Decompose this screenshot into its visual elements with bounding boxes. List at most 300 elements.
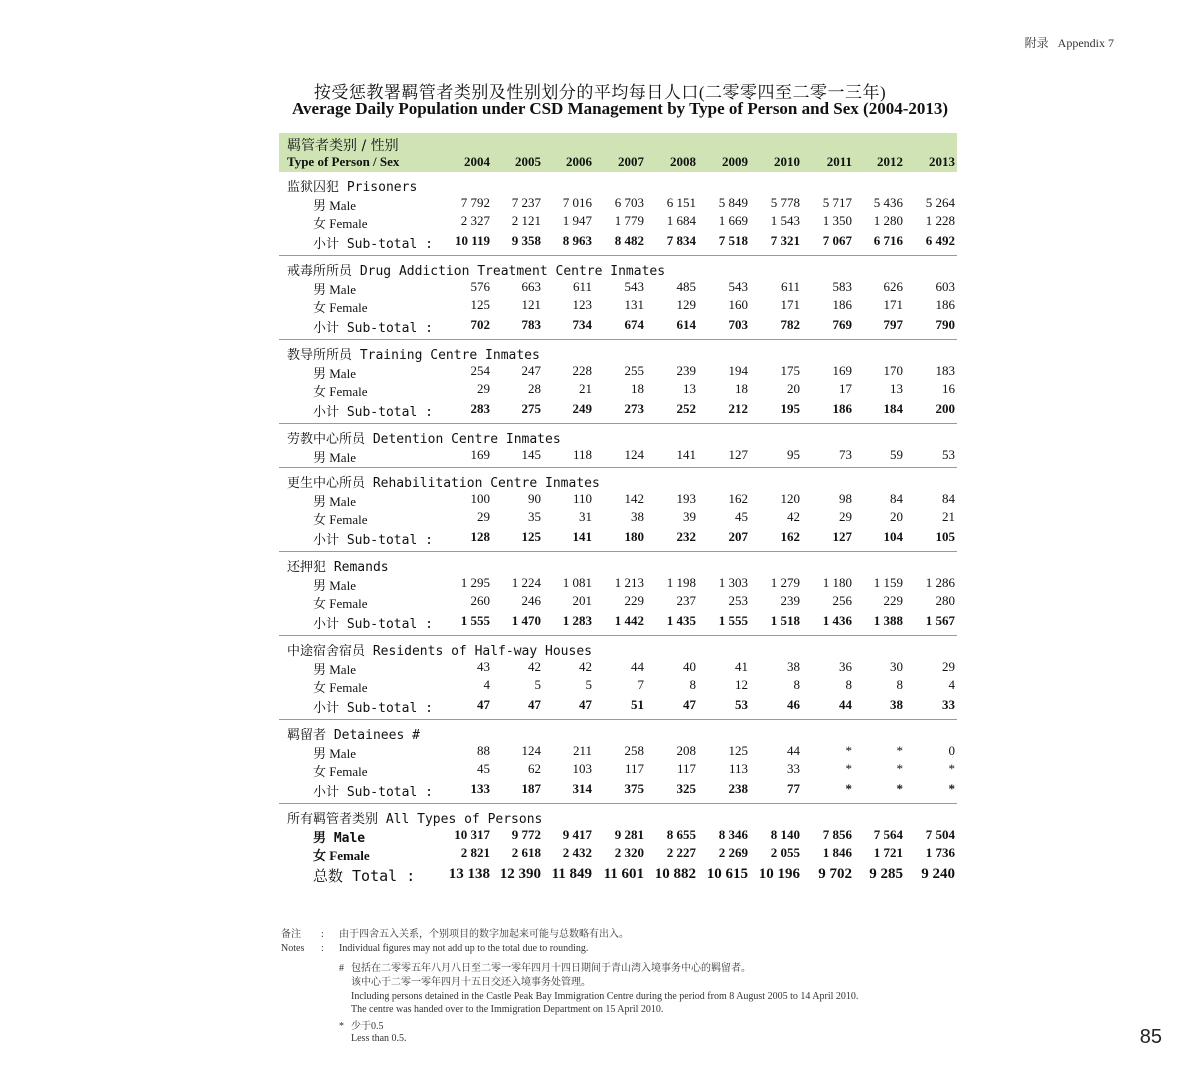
table-row-label: 男 Male	[313, 450, 356, 465]
table-cell: 9 702	[818, 866, 852, 882]
table-cell: 73	[839, 447, 852, 462]
section-title	[279, 468, 957, 490]
table-row	[279, 278, 957, 296]
table-cell: 35	[528, 509, 541, 524]
table-cell: 674	[624, 317, 644, 332]
section-title-text: 中途宿舍宿员 Residents of Half-way Houses	[287, 644, 592, 659]
section-title	[279, 636, 957, 658]
table-row-label: 女 Female	[313, 300, 368, 315]
year-header: 2010	[774, 154, 800, 169]
table-cell: 162	[728, 491, 748, 506]
table-cell: 7 834	[666, 233, 696, 248]
table-cell: 11 601	[603, 866, 644, 882]
table-cell: 208	[676, 743, 696, 758]
year-header: 2012	[877, 154, 903, 169]
table-cell: 5	[534, 677, 541, 692]
table-cell: *	[845, 743, 852, 758]
table-cell: 117	[624, 761, 644, 776]
section-title	[279, 340, 957, 362]
grand-female-row	[279, 844, 957, 862]
table-cell: 2 327	[460, 213, 490, 228]
table-cell: 16	[942, 381, 955, 396]
table-cell: 39	[683, 509, 696, 524]
table-cell: 1 567	[925, 613, 955, 628]
table-cell: 797	[883, 317, 903, 332]
table-cell: 375	[624, 781, 644, 796]
subtotal-row	[279, 694, 957, 716]
subtotal-row	[279, 778, 957, 800]
table-cell: 124	[624, 447, 644, 462]
table-cell: 51	[631, 697, 644, 712]
table-cell: 1 303	[718, 575, 748, 590]
table-cell: 283	[470, 401, 490, 416]
category-section	[279, 172, 957, 256]
table-cell: 45	[477, 761, 490, 776]
table-cell: 232	[676, 529, 696, 544]
subtotal-row-label: 小计 Sub-total :	[313, 785, 433, 800]
table-cell: 44	[787, 743, 800, 758]
table-cell: *	[896, 761, 903, 776]
table-cell: 44	[839, 697, 852, 712]
table-cell: 1 286	[925, 575, 955, 590]
table-cell: 207	[728, 529, 748, 544]
table-cell: *	[845, 761, 852, 776]
table-cell: 4	[483, 677, 490, 692]
table-cell: 53	[942, 447, 955, 462]
table-row-label: 女 Female	[313, 680, 368, 695]
table-row-label: 女 Female	[313, 216, 368, 231]
table-cell: 7 856	[822, 827, 852, 842]
table-row	[279, 296, 957, 314]
table-cell: 1 555	[718, 613, 748, 628]
table-cell: 255	[624, 363, 644, 378]
year-header: 2007	[618, 154, 644, 169]
year-header: 2006	[566, 154, 592, 169]
table-cell: 9 240	[921, 866, 955, 882]
table-cell: 239	[780, 593, 800, 608]
table-row	[279, 194, 957, 212]
table-cell: 1 543	[770, 213, 800, 228]
table-cell: 611	[572, 279, 592, 294]
table-cell: 10 119	[454, 233, 490, 248]
table-row-label: 男 Male	[313, 282, 356, 297]
table-cell: 1 555	[460, 613, 490, 628]
table-cell: 7 067	[822, 233, 852, 248]
table-cell: 5 849	[718, 195, 748, 210]
subtotal-row-label: 小计 Sub-total :	[313, 701, 433, 716]
table-cell: 162	[780, 529, 800, 544]
table-cell: 0	[948, 743, 955, 758]
subtotal-row-label: 小计 Sub-total :	[313, 405, 433, 420]
table-cell: 1 721	[873, 845, 903, 860]
table-cell: 171	[883, 297, 903, 312]
section-title	[279, 424, 957, 446]
year-header: 2005	[515, 154, 541, 169]
table-cell: 186	[832, 297, 852, 312]
table-cell: 43	[477, 659, 490, 674]
table-cell: 258	[624, 743, 644, 758]
table-cell: 29	[477, 381, 490, 396]
table-cell: 133	[470, 781, 490, 796]
table-row-label: 女 Female	[313, 512, 368, 527]
table-cell: 30	[890, 659, 903, 674]
table-cell: 734	[572, 317, 592, 332]
table-cell: 59	[890, 447, 903, 462]
table-cell: 33	[942, 697, 955, 712]
year-header: 2008	[670, 154, 696, 169]
table-cell: 10 317	[454, 827, 490, 842]
table-cell: 18	[735, 381, 748, 396]
section-title-text: 监狱囚犯 Prisoners	[287, 180, 418, 195]
table-cell: 8 140	[770, 827, 800, 842]
table-cell: 237	[676, 593, 696, 608]
table-cell: 2 618	[511, 845, 541, 860]
table-cell: 128	[470, 529, 490, 544]
table-cell: 769	[832, 317, 852, 332]
table-cell: 9 285	[869, 866, 903, 882]
table-cell: 8 963	[562, 233, 592, 248]
page-header	[1025, 34, 1114, 51]
table-cell: 583	[832, 279, 852, 294]
table-cell: 28	[528, 381, 541, 396]
table-cell: 44	[631, 659, 644, 674]
table-cell: 790	[935, 317, 955, 332]
table-cell: 6 716	[873, 233, 903, 248]
table-cell: 195	[780, 401, 800, 416]
table-cell: 1 736	[925, 845, 955, 860]
table-cell: 141	[572, 529, 592, 544]
subtotal-row	[279, 230, 957, 252]
table-cell: 1 283	[562, 613, 592, 628]
table-cell: 200	[935, 401, 955, 416]
table-cell: 95	[787, 447, 800, 462]
table-cell: 42	[787, 509, 800, 524]
section-title-text: 更生中心所员 Rehabilitation Centre Inmates	[287, 476, 600, 491]
category-section	[279, 340, 957, 424]
table-cell: 2 432	[562, 845, 592, 860]
table-cell: 84	[890, 491, 903, 506]
table-cell: 46	[787, 697, 800, 712]
table-cell: 124	[521, 743, 541, 758]
note-rounding-en: Individual figures may not add up to the total due to rounding.	[339, 943, 589, 954]
table-cell: 1 436	[822, 613, 852, 628]
title-english: Average Daily Population under CSD Management by Type of Person and Sex (2004-2013)	[291, 99, 949, 118]
table-cell: 8 655	[666, 827, 696, 842]
appendix-label-zh: 附录	[1024, 36, 1049, 50]
table-cell: 100	[470, 491, 490, 506]
table-row	[279, 592, 957, 610]
table-row	[279, 362, 957, 380]
table-row	[279, 212, 957, 230]
table-cell: 8	[845, 677, 852, 692]
subtotal-row-label: 小计 Sub-total :	[313, 533, 433, 548]
table-cell: 11 849	[551, 866, 592, 882]
table-cell: 53	[735, 697, 748, 712]
table-row	[279, 446, 957, 464]
table-cell: 31	[579, 509, 592, 524]
table-cell: 7 237	[511, 195, 541, 210]
table-cell: 5 717	[822, 195, 852, 210]
table-cell: 7 321	[770, 233, 800, 248]
table-cell: 247	[521, 363, 541, 378]
note-hash-en-1: Including persons detained in the Castle Peak Bay Immigration Centre during the period from 8 August 2005 to 14 April 2010.	[351, 991, 859, 1002]
table-cell: 10 882	[654, 866, 696, 882]
table-cell: 12 390	[499, 866, 541, 882]
table-cell: 702	[470, 317, 490, 332]
table-row	[279, 760, 957, 778]
table-cell: *	[896, 743, 903, 758]
table-cell: 38	[890, 697, 903, 712]
table-row-label: 男 Male	[313, 494, 356, 509]
table-cell: 21	[579, 381, 592, 396]
table-cell: 170	[883, 363, 903, 378]
table-cell: 186	[935, 297, 955, 312]
table-cell: *	[948, 781, 955, 796]
table-cell: 228	[572, 363, 592, 378]
table-cell: 1 159	[873, 575, 903, 590]
table-cell: 1 213	[614, 575, 644, 590]
hash-mark: #	[339, 963, 344, 974]
table-cell: 1 295	[460, 575, 490, 590]
section-title	[279, 720, 957, 742]
table-cell: 84	[942, 491, 955, 506]
table-cell: 175	[780, 363, 800, 378]
table-cell: 12	[735, 677, 748, 692]
table-cell: 184	[883, 401, 903, 416]
table-cell: 145	[521, 447, 541, 462]
page-number: 85	[1139, 1026, 1162, 1048]
table-cell: 183	[935, 363, 955, 378]
table-cell: 5	[585, 677, 592, 692]
note-rounding-zh: 由于四舍五入关系，个别项目的数字加起来可能与总数略有出入。	[339, 929, 629, 940]
table-cell: 7 564	[873, 827, 903, 842]
table-row	[279, 380, 957, 398]
table-cell: 2 055	[770, 845, 800, 860]
subtotal-row-label: 小计 Sub-total :	[313, 237, 433, 252]
table-cell: 104	[883, 529, 903, 544]
table-cell: 8 482	[614, 233, 644, 248]
grand-male-row	[279, 826, 957, 844]
table-row-label: 女 Female	[313, 764, 368, 779]
table-row-label: 女 Female	[313, 596, 368, 611]
subtotal-row	[279, 610, 957, 632]
subtotal-row-label: 小计 Sub-total :	[313, 321, 433, 336]
table-cell: 1 669	[718, 213, 748, 228]
table-row	[279, 742, 957, 760]
subtotal-row	[279, 526, 957, 548]
table-cell: 131	[624, 297, 644, 312]
table-cell: 7	[637, 677, 644, 692]
table-cell: 8	[689, 677, 696, 692]
table-cell: 127	[728, 447, 748, 462]
table-cell: 103	[572, 761, 592, 776]
table-cell: 41	[735, 659, 748, 674]
table-row-label: 男 Male	[313, 198, 356, 213]
table-cell: 20	[787, 381, 800, 396]
star-mark: *	[339, 1021, 344, 1032]
table-cell: 42	[579, 659, 592, 674]
table-cell: 118	[572, 447, 592, 462]
section-title-text: 戒毒所所员 Drug Addiction Treatment Centre Inmates	[287, 264, 666, 279]
grand-total-row	[279, 862, 957, 888]
category-section	[279, 720, 957, 804]
table-cell: 5 436	[873, 195, 903, 210]
table-cell: 10 615	[706, 866, 748, 882]
table-cell: 246	[521, 593, 541, 608]
table-cell: 2 227	[666, 845, 696, 860]
subtotal-row	[279, 398, 957, 420]
table-row	[279, 658, 957, 676]
table-cell: 4	[948, 677, 955, 692]
table-row-label: 男 Male	[313, 578, 356, 593]
table-row-label: 女 Female	[313, 384, 368, 399]
table-cell: 5 264	[925, 195, 955, 210]
title-chinese: 按受惩教署羁管者类别及性别划分的平均每日人口(二零零四至二零一三年)	[313, 83, 887, 102]
table-row-label: 男 Male	[313, 366, 356, 381]
table-cell: 782	[780, 317, 800, 332]
table-cell: 543	[624, 279, 644, 294]
table-cell: 127	[832, 529, 852, 544]
table-row-label: 男 Male	[313, 746, 356, 761]
table-cell: 6 492	[925, 233, 955, 248]
table-cell: 614	[676, 317, 696, 332]
table-cell: 2 821	[460, 845, 490, 860]
table-cell: 256	[832, 593, 852, 608]
section-title	[279, 804, 957, 826]
section-title	[279, 552, 957, 574]
year-header: 2013	[929, 154, 955, 169]
table-cell: 703	[728, 317, 748, 332]
table-cell: 239	[676, 363, 696, 378]
table-cell: 47	[528, 697, 541, 712]
table-cell: 249	[572, 401, 592, 416]
subtotal-row	[279, 314, 957, 336]
table-cell: 5 778	[770, 195, 800, 210]
table-cell: 142	[624, 491, 644, 506]
grand-female-row-label: 女 Female	[313, 848, 370, 863]
table-cell: 105	[935, 529, 955, 544]
table-cell: 1 442	[614, 613, 644, 628]
table-cell: 1 388	[873, 613, 903, 628]
table-cell: 98	[839, 491, 852, 506]
table-cell: 254	[470, 363, 490, 378]
table-cell: 88	[477, 743, 490, 758]
table-cell: 13	[683, 381, 696, 396]
table-cell: 1 228	[925, 213, 955, 228]
table-cell: 160	[728, 297, 748, 312]
table-cell: 42	[528, 659, 541, 674]
section-title-text: 羁留者 Detainees #	[287, 728, 420, 743]
table-cell: 110	[572, 491, 592, 506]
table-cell: 1 081	[562, 575, 592, 590]
table-cell: 260	[470, 593, 490, 608]
table-cell: 13 138	[448, 866, 490, 882]
table-cell: 1 198	[666, 575, 696, 590]
table-cell: 129	[676, 297, 696, 312]
table-cell: 123	[572, 297, 592, 312]
table-cell: 1 518	[770, 613, 800, 628]
table-row	[279, 574, 957, 592]
table-cell: 193	[676, 491, 696, 506]
note-hash-en-2: The centre was handed over to the Immigration Department on 15 April 2010.	[351, 1004, 664, 1015]
year-header: 2011	[826, 154, 852, 169]
notes-label-en: Notes	[281, 943, 305, 954]
table-cell: 1 280	[873, 213, 903, 228]
table-cell: 38	[631, 509, 644, 524]
table-cell: 7 792	[460, 195, 490, 210]
table-cell: 8 346	[718, 827, 748, 842]
table-cell: 47	[477, 697, 490, 712]
table-cell: *	[845, 781, 852, 796]
table-cell: 275	[521, 401, 541, 416]
note-hash-zh-2: 该中心于二零一零年四月十五日交还入境事务处管理。	[351, 977, 591, 988]
table-cell: 7 518	[718, 233, 748, 248]
table-cell: 141	[676, 447, 696, 462]
subtotal-row-label: 小计 Sub-total :	[313, 617, 433, 632]
category-section	[279, 424, 957, 468]
table-cell: 229	[624, 593, 644, 608]
table-cell: 171	[780, 297, 800, 312]
table-cell: 1 224	[511, 575, 541, 590]
table-cell: 36	[839, 659, 852, 674]
notes-label-zh: 备注	[281, 929, 301, 940]
section-title-text: 所有羁管者类别 All Types of Persons	[287, 812, 543, 827]
table-cell: 611	[780, 279, 800, 294]
table-cell: 113	[728, 761, 748, 776]
table-cell: 1 779	[614, 213, 644, 228]
table-header	[279, 133, 957, 172]
table-cell: 211	[572, 743, 592, 758]
table-cell: 187	[521, 781, 541, 796]
header-label-en: Type of Person / Sex	[287, 154, 400, 169]
table-cell: 77	[787, 781, 800, 796]
table-cell: 90	[528, 491, 541, 506]
table-cell: 180	[624, 529, 644, 544]
table-cell: 33	[787, 761, 800, 776]
table-cell: 38	[787, 659, 800, 674]
table-cell: 13	[890, 381, 903, 396]
section-title-text: 教导所所员 Training Centre Inmates	[287, 348, 540, 363]
year-header: 2004	[464, 154, 490, 169]
table-cell: 6 151	[666, 195, 696, 210]
table-cell: 120	[780, 491, 800, 506]
table-cell: 169	[470, 447, 490, 462]
table-cell: 9 358	[511, 233, 541, 248]
table-cell: 9 281	[614, 827, 644, 842]
table-cell: 1 684	[666, 213, 696, 228]
note-hash-zh-1: 包括在二零零五年八月八日至二零一零年四月十四日期间于青山湾入境事务中心的羁留者。	[351, 963, 751, 974]
grand-male-row-label: 男 Male	[313, 831, 366, 846]
table-cell: 543	[728, 279, 748, 294]
table-cell: 7 016	[562, 195, 592, 210]
table-cell: 47	[683, 697, 696, 712]
table-cell: 1 350	[822, 213, 852, 228]
table-cell: 10 196	[758, 866, 800, 882]
section-title-text: 还押犯 Remands	[287, 560, 389, 575]
table-cell: 1 846	[822, 845, 852, 860]
table-row	[279, 676, 957, 694]
table-cell: 212	[728, 401, 748, 416]
table-cell: 253	[728, 593, 748, 608]
table-cell: 8	[793, 677, 800, 692]
table-cell: 17	[839, 381, 852, 396]
table-cell: 62	[528, 761, 541, 776]
table-cell: 1 180	[822, 575, 852, 590]
table-cell: 626	[883, 279, 903, 294]
table-cell: 21	[942, 509, 955, 524]
table-cell: 280	[935, 593, 955, 608]
note-star-zh: 少于0.5	[351, 1021, 384, 1032]
